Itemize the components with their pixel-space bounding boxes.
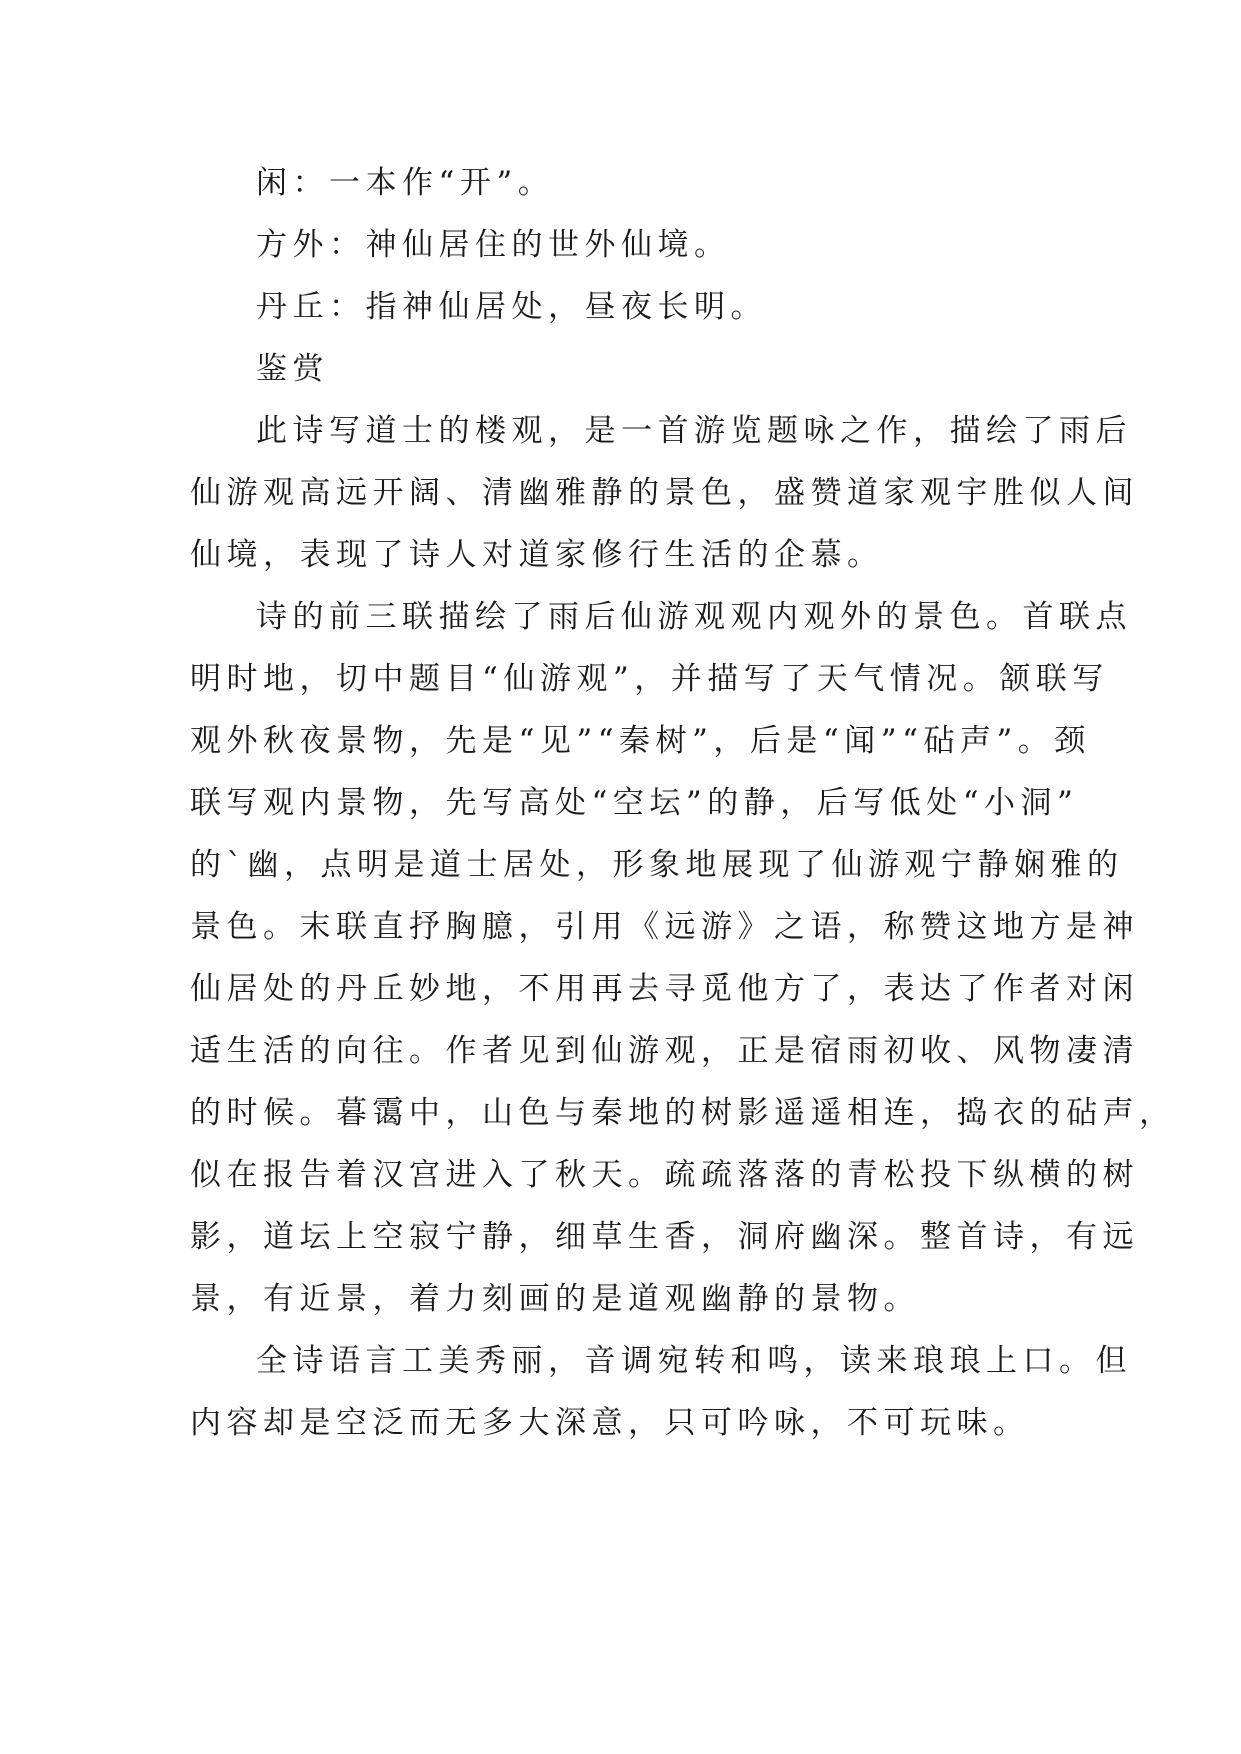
paragraph-line: 景，有近景，着力刻画的是道观幽静的景物。 [190,1281,920,1317]
paragraph-line: 仙居处的丹丘妙地，不用再去寻觅他方了，表达了作者对闲 [190,971,1139,1007]
paragraph [190,1330,1132,1454]
note-line: 闲：一本作“开”。 [256,165,555,201]
paragraph-line: 景色。末联直抒胸臆，引用《远游》之语，称赞这地方是神 [190,909,1139,945]
paragraph-line: 观外秋夜景物，先是“见”“秦树”，后是“闻”“砧声”。颈 [190,723,1091,759]
document-page [190,152,1176,1454]
paragraph-line: 的`幽，点明是道士居处，形象地展现了仙游观宁静娴雅的 [190,847,1124,883]
paragraph-line: 影，道坛上空寂宁静，细草生香，洞府幽深。整首诗，有远 [190,1219,1139,1255]
paragraph-line: 似在报告着汉宫进入了秋天。疏疏落落的青松投下纵横的树 [190,1157,1139,1193]
section-heading: 鉴赏 [256,351,329,387]
note-line: 方外：神仙居住的世外仙境。 [256,227,731,263]
note-line: 丹丘：指神仙居处，昼夜长明。 [256,289,767,325]
paragraph-line: 此诗写道士的楼观，是一首游览题咏之作，描绘了雨后 [256,413,1132,449]
paragraph-line: 联写观内景物，先写高处“空坛”的静，后写低处“小洞” [190,785,1079,821]
paragraph-line: 适生活的向往。作者见到仙游观，正是宿雨初收、风物凄清 [190,1033,1139,1069]
paragraph-line: 仙境，表现了诗人对道家修行生活的企慕。 [190,537,884,573]
paragraph-line: 明时地，切中题目“仙游观”，并描写了天气情况。颔联写 [190,661,1109,697]
paragraph [190,400,1139,586]
paragraph-line: 的时候。暮霭中，山色与秦地的树影遥遥相连，捣衣的砧声， [190,1095,1176,1131]
paragraph [190,586,1176,1330]
paragraph-line: 诗的前三联描绘了雨后仙游观观内观外的景色。首联点 [256,599,1132,635]
paragraph-line: 内容却是空泛而无多大深意，只可吟咏，不可玩味。 [190,1405,1030,1441]
paragraph-line: 仙游观高远开阔、清幽雅静的景色，盛赞道家观宇胜似人间 [190,475,1139,511]
paragraph-line: 全诗语言工美秀丽，音调宛转和鸣，读来琅琅上口。但 [256,1343,1132,1379]
